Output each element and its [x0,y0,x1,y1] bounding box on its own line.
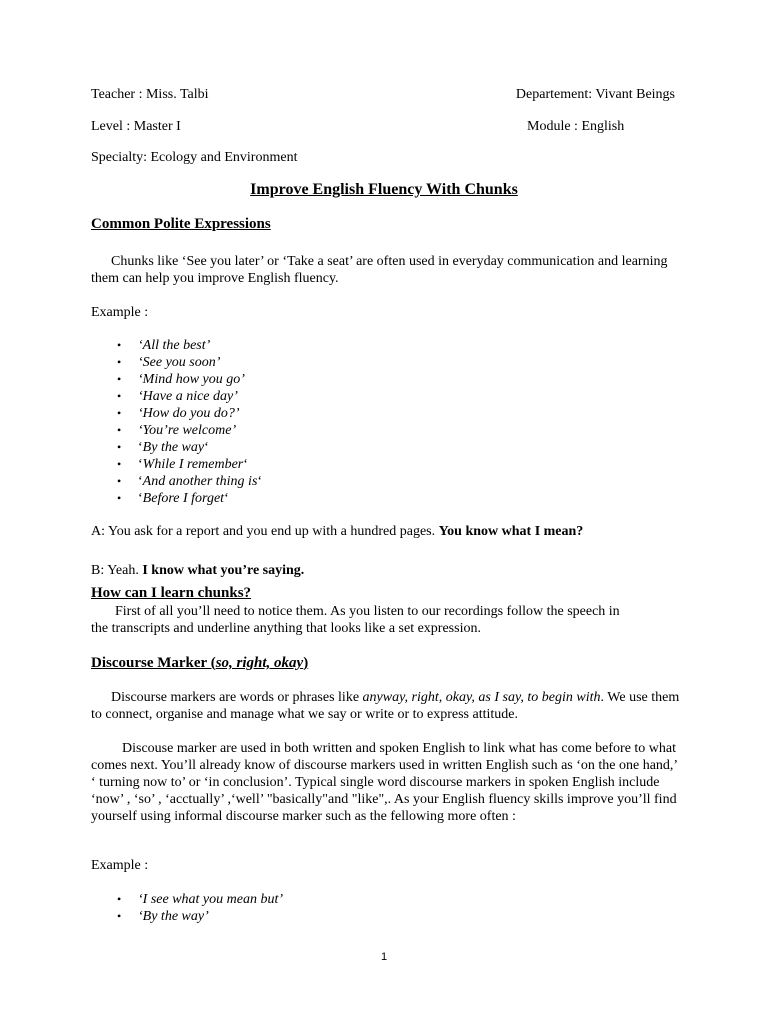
list-item: • ‘Have a nice day’ [117,389,238,404]
list-item: • ‘While I remember‘ [117,457,248,472]
section-heading-polite-expressions: Common Polite Expressions [91,216,271,232]
list-item: • ‘How do you do?’ [117,406,240,421]
list-item: • ‘I see what you mean but’ [117,892,284,907]
bullet-icon: • [117,355,122,369]
discourse-marker-examples-list [91,891,283,925]
list-item: • ‘Mind how you go’ [117,372,245,387]
bullet-icon: • [117,892,122,906]
list-item: • ‘See you soon’ [117,355,221,370]
bullet-icon: • [117,338,122,352]
discourse-marker-definition-paragraph: Discourse markers are words or phrases like anyway, right, okay, as I say, to begin with. We use them to connect, organise and manage what we say or write or to express attitude. [91,690,680,722]
discourse-marker-usage-paragraph: Discouse marker are used in both written and spoken English to link what has come before to what comes next. You’ll already know of discourse markers used in written English such as ‘on the one hand,’ ‘ turning now to’ or ‘in conclusion’. Typical single word discourse markers in spoken English include ‘now’ , ‘so’ , ‘acctually’ ,‘well’ "basically"and "like",. As your English fluency skills improve you’ll find yourself using informal discourse marker such as the fellowing more often : [91,741,678,824]
level-line: Level : Master I [91,119,181,134]
section-heading-learn-chunks: How can I learn chunks? [91,585,252,601]
list-item: • ‘All the best’ [117,338,211,353]
list-item: • ‘Before I forget‘ [117,491,229,506]
teacher-line: Teacher : Miss. Talbi [91,87,209,102]
list-item: • ‘By the way‘ [117,440,209,455]
polite-expressions-list [91,337,262,507]
department-line: Departement: Vivant Beings [515,87,675,102]
learn-chunks-paragraph: First of all you’ll need to notice them. As you listen to our recordings follow the speech in the transcripts and underline anything that looks like a set expression. [91,604,620,636]
bullet-icon: • [117,474,122,488]
document-title: Improve English Fluency With Chunks [250,181,518,198]
bullet-icon: • [117,389,122,403]
page-number: 1 [380,951,388,963]
bullet-icon: • [117,406,122,420]
bullet-icon: • [117,457,122,471]
chunks-intro-paragraph: Chunks like ‘See you later’ or ‘Take a seat’ are often used in everyday communication and learning them can help you improve English fluency. [91,254,668,286]
specialty-line: Specialty: Ecology and Environment [91,150,298,165]
dialogue-line-b: B: Yeah. I know what you’re saying. [91,563,305,578]
bullet-icon: • [117,909,122,923]
example-label: Example : [91,305,149,320]
module-line: Module : English [527,119,625,134]
bullet-icon: • [117,423,122,437]
list-item: • ‘You’re welcome’ [117,423,237,438]
list-item: • ‘By the way’ [117,909,209,924]
example-label-2: Example : [91,858,149,873]
dialogue-line-a: A: You ask for a report and you end up with a hundred pages. You know what I mean? [91,524,584,539]
list-item: • ‘And another thing is‘ [117,474,263,489]
bullet-icon: • [117,440,122,454]
bullet-icon: • [117,372,122,386]
section-heading-discourse-marker: Discourse Marker (so, right, okay) [91,655,309,671]
bullet-icon: • [117,491,122,505]
